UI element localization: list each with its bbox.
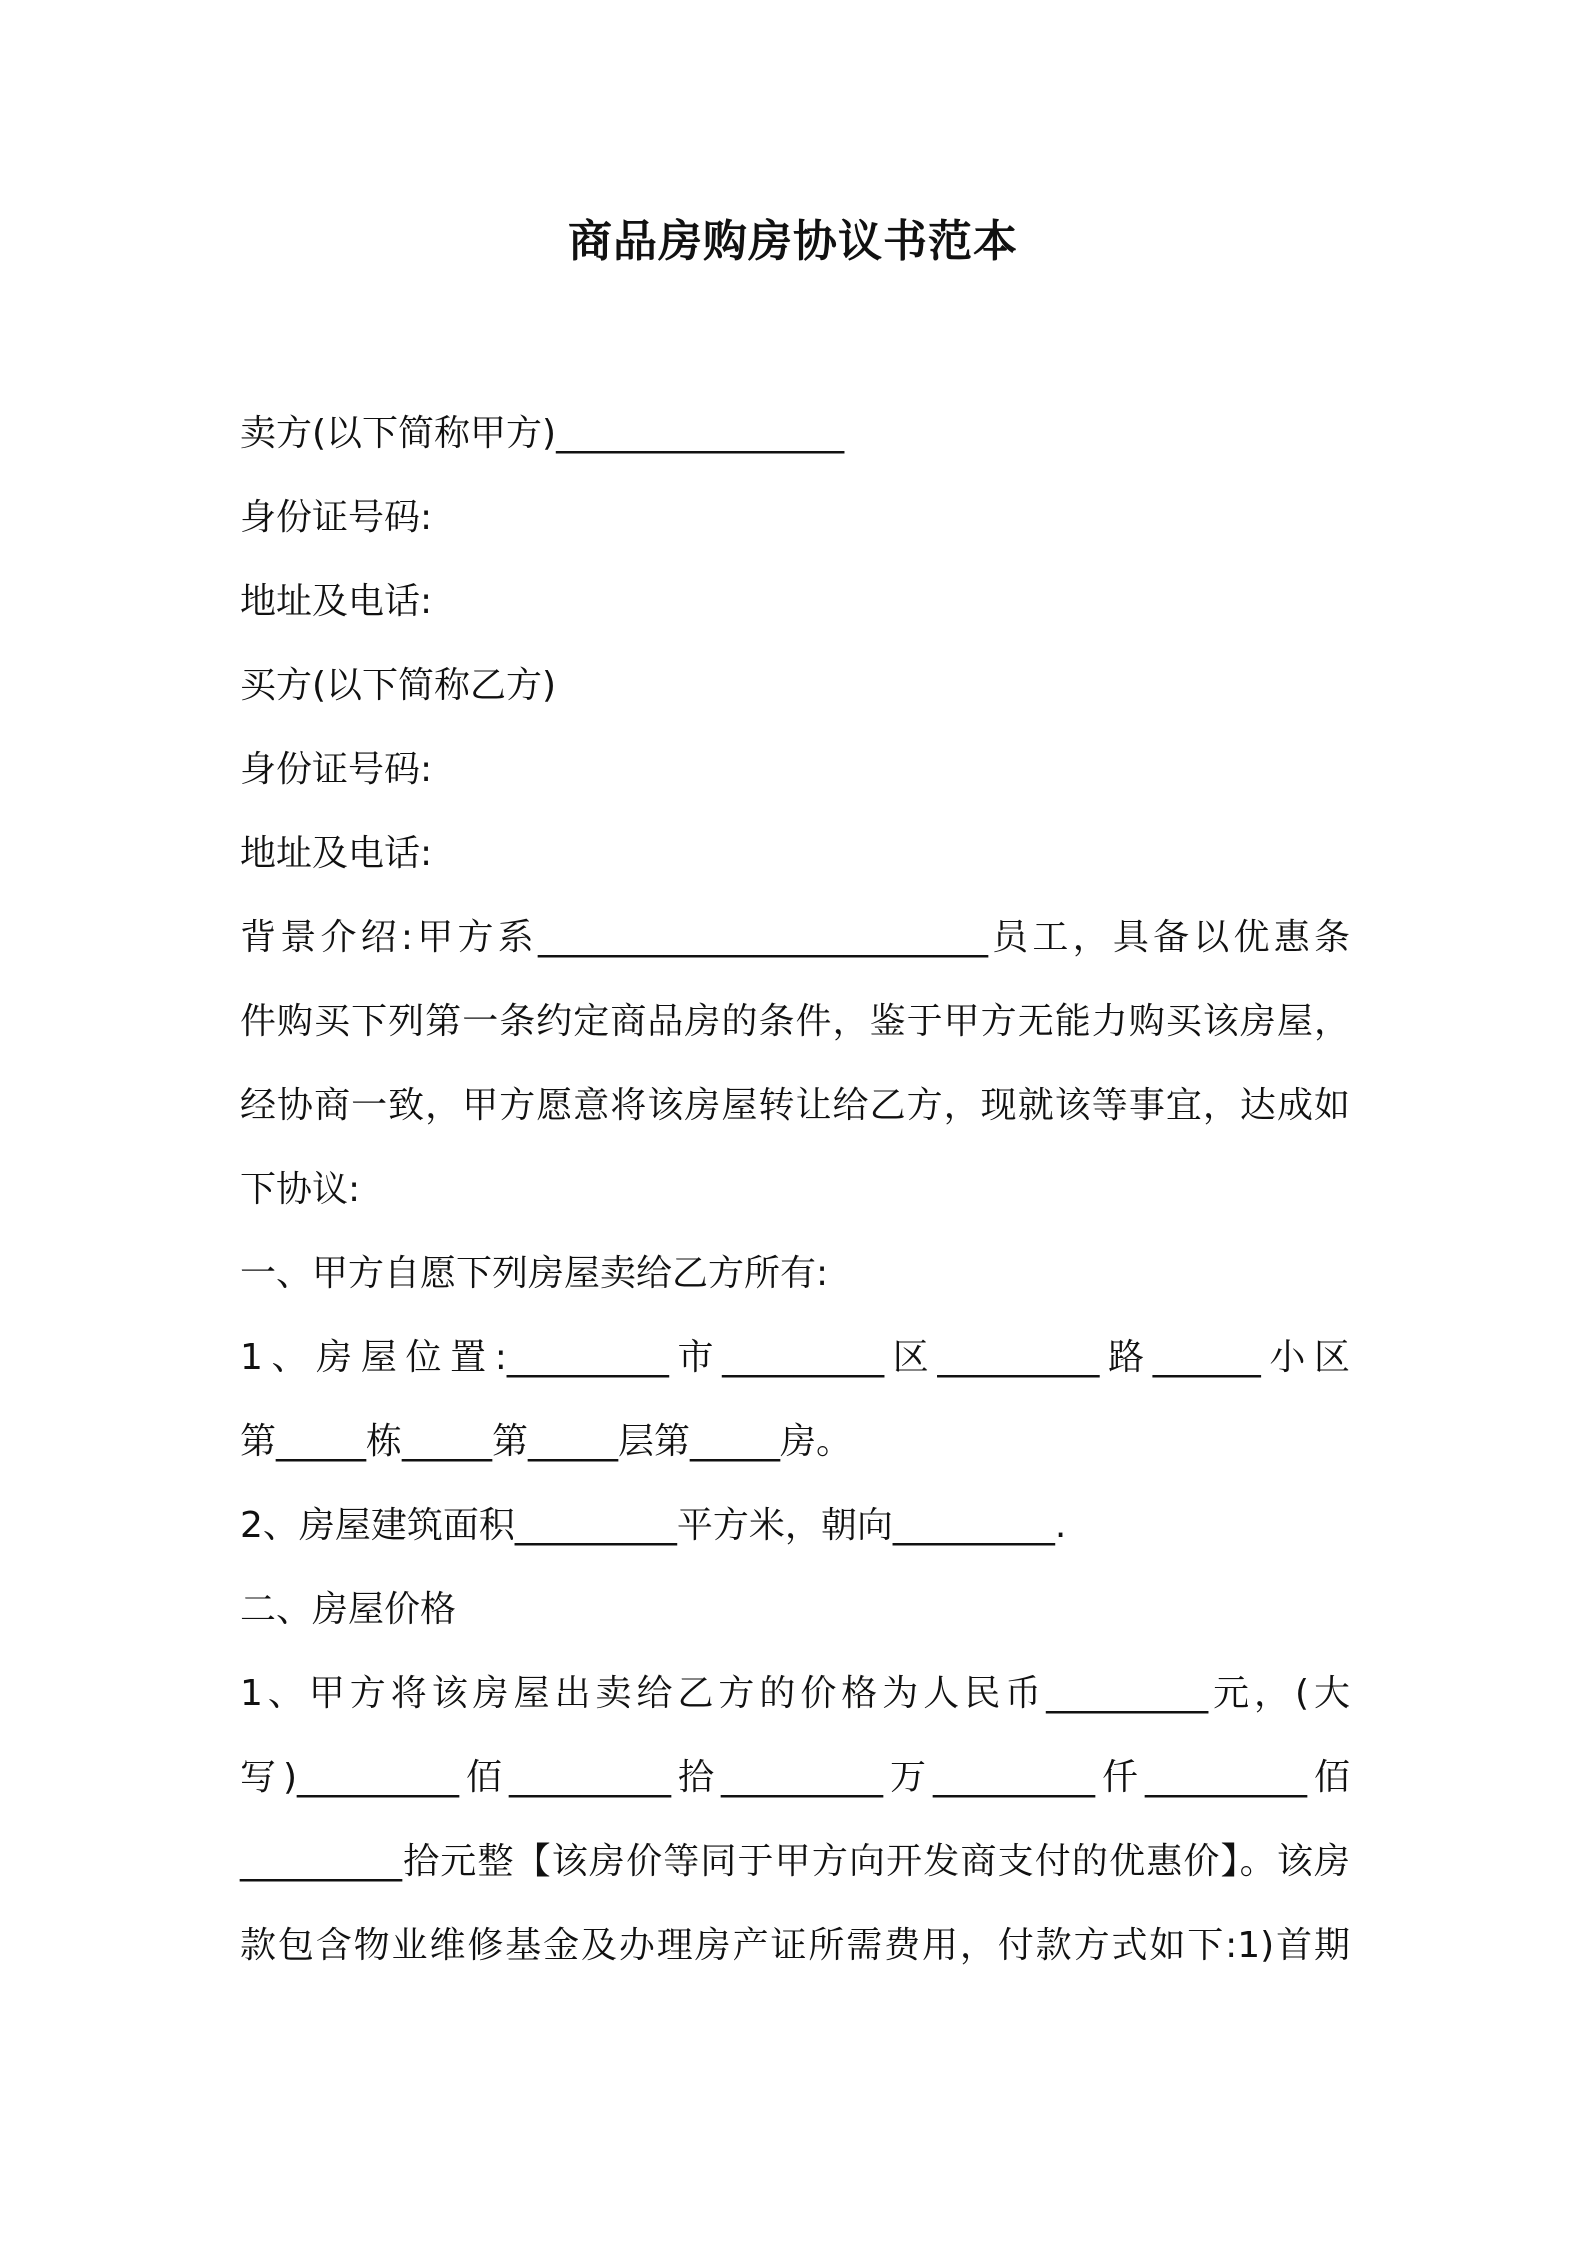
buyer-id-line: 身份证号码: bbox=[240, 749, 433, 790]
background-line-4: 下协议: bbox=[240, 1169, 361, 1210]
house-location-line: 1、房屋位置:_________市_________区_________路______小区 bbox=[240, 1337, 1350, 1378]
section-one-heading: 一、甲方自愿下列房屋卖给乙方所有: bbox=[240, 1253, 829, 1294]
price-line-2: 写)_________佰_________拾_________万_________仟_________佰 bbox=[240, 1757, 1350, 1798]
background-line-3: 经协商一致，甲方愿意将该房屋转让给乙方，现就该等事宜，达成如 bbox=[240, 1085, 1350, 1126]
price-line-1: 1、甲方将该房屋出卖给乙方的价格为人民币_________元，(大 bbox=[240, 1673, 1350, 1714]
background-line-1: 背景介绍:甲方系_________________________员工，具备以优惠条 bbox=[240, 917, 1350, 958]
document-title: 商品房购房协议书范本 bbox=[568, 216, 1018, 267]
section-two-heading: 二、房屋价格 bbox=[240, 1589, 457, 1630]
buyer-address-line: 地址及电话: bbox=[240, 833, 433, 874]
house-location-detail-line: 第_____栋_____第_____层第_____房。 bbox=[240, 1421, 852, 1462]
price-line-3: _________拾元整【该房价等同于甲方向开发商支付的优惠价】。该房 bbox=[240, 1841, 1350, 1882]
background-line-2: 件购买下列第一条约定商品房的条件，鉴于甲方无能力购买该房屋， bbox=[240, 1001, 1350, 1042]
seller-id-line: 身份证号码: bbox=[240, 497, 433, 538]
buyer-line: 买方(以下简称乙方) bbox=[240, 665, 557, 706]
seller-line: 卖方(以下简称甲方)________________ bbox=[240, 413, 845, 454]
house-area-line: 2、房屋建筑面积_________平方米，朝向_________. bbox=[240, 1505, 1067, 1546]
price-line-4: 款包含物业维修基金及办理房产证所需费用，付款方式如下:1)首期 bbox=[240, 1925, 1350, 1966]
seller-address-line: 地址及电话: bbox=[240, 581, 433, 622]
